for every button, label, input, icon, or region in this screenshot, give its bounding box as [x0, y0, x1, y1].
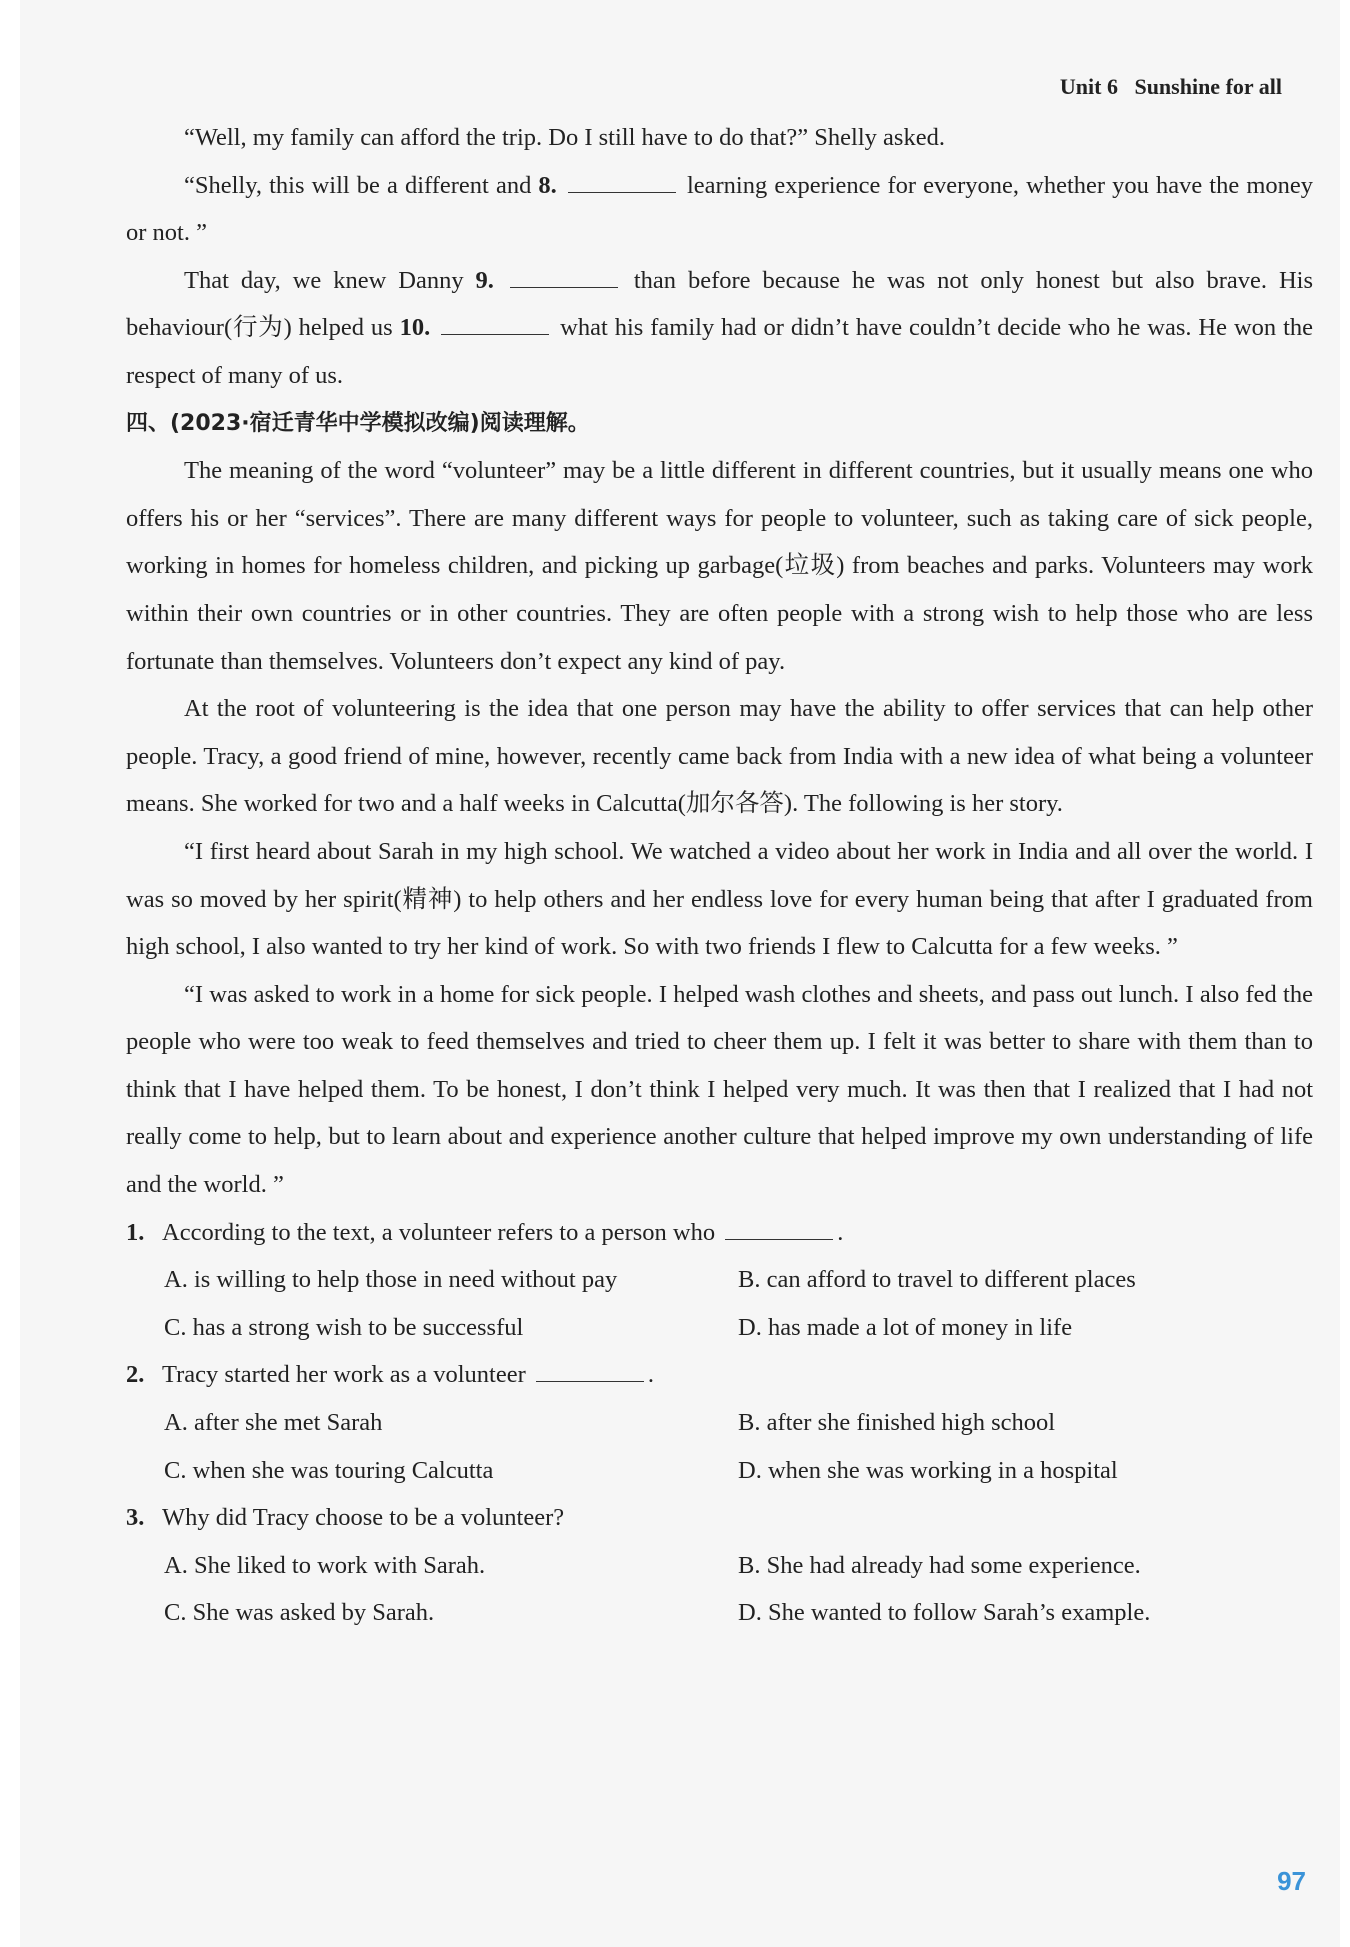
option-c[interactable]: C. has a strong wish to be successful — [164, 1313, 524, 1341]
text-span: Tracy started her work as a volunteer — [162, 1361, 526, 1389]
reading-paragraph-3: “I first heard about Sarah in my high school. We watched a video about her work in India and all over the world. I was so moved by her spirit(精神) to help others and her endless love for every human being that after I graduated from high school, I also wanted to try her kind of work. So with two friends I flew to Calcutta for a few weeks. ” — [126, 837, 1313, 961]
reading-paragraph-4: “I was asked to work in a home for sick people. I helped wash clothes and sheets, and pass out lunch. I also fed the people who were too weak to feed themselves and tried to cheer them up. I felt it was better to share with them than to think that I have helped them. To be honest, I don’t think I helped very much. It was then that I realized that I had not really come to help, but to learn about and experience another culture that helped improve my own understanding of life and the world. ” — [126, 980, 1313, 1199]
answer-blank[interactable] — [568, 170, 676, 193]
text-span: . — [647, 1361, 655, 1389]
question-number: 2. — [126, 1361, 145, 1389]
blank-number: 9. — [475, 266, 494, 294]
blank-number: 8. — [538, 171, 557, 199]
question-stem — [126, 1351, 1313, 1399]
question-text — [162, 1351, 654, 1399]
option-b[interactable]: B. after she finished high school — [738, 1409, 1056, 1437]
answer-blank[interactable] — [441, 312, 549, 335]
question-1 — [126, 1209, 1313, 1352]
question-3 — [126, 1494, 1313, 1637]
option-grid — [164, 1256, 1313, 1351]
cloze-paragraph-1: “Well, my family can afford the trip. Do I still have to do that?” Shelly asked. — [184, 124, 945, 151]
option-a[interactable]: A. after she met Sarah — [164, 1409, 383, 1437]
reading-paragraph-2: At the root of volunteering is the idea that one person may have the ability to offer services that can help other people. Tracy, a good friend of mine, however, recently came back from India with a new idea of what being a volunteer means. She worked for two and a half weeks in Calcutta(加尔各答). The following is her story. — [126, 695, 1313, 818]
question-number: 3. — [126, 1504, 145, 1532]
cloze-paragraph-3 — [126, 257, 1313, 400]
question-text — [162, 1209, 843, 1257]
question-stem — [126, 1209, 1313, 1257]
question-text: Why did Tracy choose to be a volunteer? — [162, 1504, 565, 1532]
option-d[interactable]: D. She wanted to follow Sarah’s example. — [738, 1599, 1151, 1627]
text-span: what his family had or didn’t have couldn’t decide who he was. He won the respect of many of us. — [126, 314, 1314, 389]
section-heading: 四、(2023·宿迁青华中学模拟改编)阅读理解。 — [126, 410, 590, 436]
option-c[interactable]: C. She was asked by Sarah. — [164, 1599, 435, 1627]
answer-blank[interactable] — [510, 265, 618, 288]
text-span: than before because he was not only honest but also brave. His behaviour(行为) helped us — [126, 266, 1313, 342]
question-2 — [126, 1351, 1313, 1494]
running-header: Unit 6 Sunshine for all — [1059, 74, 1282, 99]
question-stem — [126, 1494, 1313, 1542]
option-grid — [164, 1399, 1313, 1494]
text-span: learning experience for everyone, whether you have the money or not. ” — [126, 171, 1313, 247]
page-content — [126, 114, 1313, 1637]
option-a[interactable]: A. is willing to help those in need without pay — [164, 1266, 618, 1294]
answer-blank[interactable] — [536, 1359, 644, 1382]
text-span: That day, we knew Danny — [184, 266, 476, 294]
reading-paragraph-1: The meaning of the word “volunteer” may be a little different in different countries, but it usually means one who offers his or her “services”. There are many different ways for people to volunteer, such as taking care of sick people, working in homes for homeless children, and picking up garbage(垃圾) from beaches and parks. Volunteers may work within their own countries or in other countries. They are often people with a strong wish to help those who are less fortunate than themselves. Volunteers don’t expect any kind of pay. — [126, 457, 1313, 675]
text-span: . — [837, 1218, 844, 1246]
text-span: “Shelly, this will be a different and — [184, 171, 539, 199]
cloze-paragraph-2 — [126, 162, 1313, 257]
text-span: According to the text, a volunteer refers to a person who — [162, 1218, 716, 1246]
option-c[interactable]: C. when she was touring Calcutta — [164, 1456, 494, 1484]
answer-blank[interactable] — [725, 1217, 833, 1240]
option-b[interactable]: B. can afford to travel to different places — [738, 1266, 1136, 1294]
option-b[interactable]: B. She had already had some experience. — [738, 1551, 1141, 1579]
option-grid — [164, 1542, 1313, 1637]
page — [20, 0, 1340, 1947]
question-number: 1. — [126, 1218, 145, 1246]
option-d[interactable]: D. has made a lot of money in life — [738, 1313, 1073, 1341]
option-d[interactable]: D. when she was working in a hospital — [738, 1456, 1118, 1484]
blank-number: 10. — [399, 314, 431, 342]
page-number: 97 — [1277, 1866, 1306, 1896]
option-a[interactable]: A. She liked to work with Sarah. — [164, 1551, 486, 1579]
